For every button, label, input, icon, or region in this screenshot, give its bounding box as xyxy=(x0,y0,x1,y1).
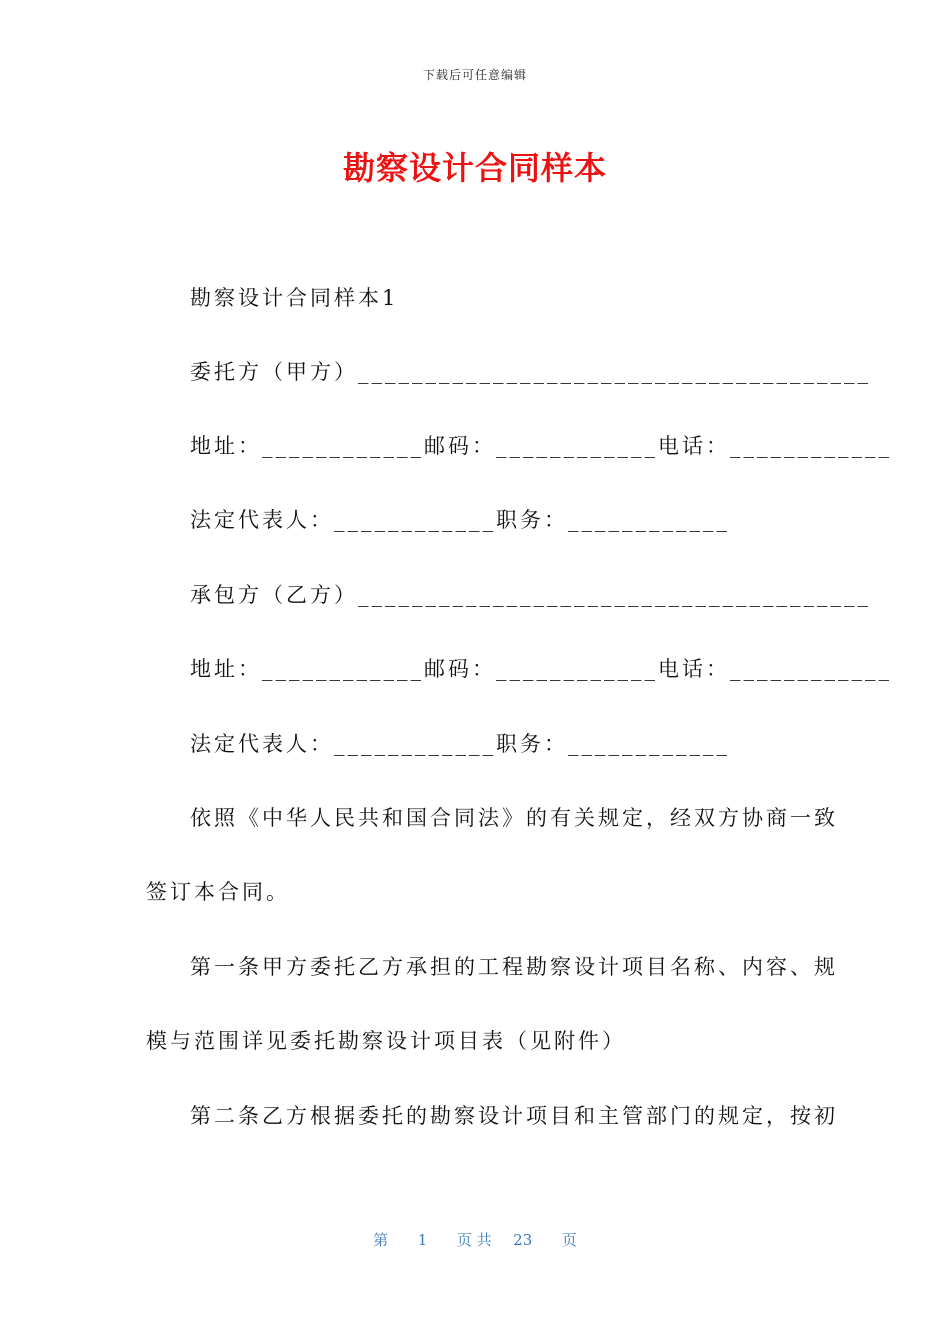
paragraph-line: 第二条乙方根据委托的勘察设计项目和主管部门的规定，按初 xyxy=(190,1104,838,1128)
page-label-suffix: 页 xyxy=(561,1231,577,1249)
paragraph-line: 模与范围详见委托勘察设计项目表（见附件） xyxy=(146,1029,626,1053)
section-heading: 勘察设计合同样本1 xyxy=(190,286,399,310)
client-party-line: 委托方（甲方）______________________________________ xyxy=(190,360,871,384)
current-page-number: 1 xyxy=(417,1231,428,1249)
contractor-party-line: 承包方（乙方）______________________________________ xyxy=(190,583,871,607)
client-address-line: 地址：____________邮码：____________电话：____________ xyxy=(190,434,892,458)
page-label-mid: 页 共 xyxy=(456,1231,492,1249)
contractor-representative-line: 法定代表人：____________职务：____________ xyxy=(190,732,730,756)
paragraph-line: 依照《中华人民共和国合同法》的有关规定，经双方协商一致 xyxy=(190,806,838,830)
contractor-address-line: 地址：____________邮码：____________电话：____________ xyxy=(190,657,892,681)
document-title: 勘察设计合同样本 xyxy=(342,149,607,187)
total-pages-number: 23 xyxy=(513,1231,533,1249)
client-representative-line: 法定代表人：____________职务：____________ xyxy=(190,508,730,532)
page-label-prefix: 第 xyxy=(373,1231,389,1249)
header-note: 下载后可任意编辑 xyxy=(422,68,527,82)
paragraph-line: 第一条甲方委托乙方承担的工程勘察设计项目名称、内容、规 xyxy=(190,955,838,979)
page-footer xyxy=(0,1229,950,1250)
paragraph-line: 签订本合同。 xyxy=(146,880,290,904)
